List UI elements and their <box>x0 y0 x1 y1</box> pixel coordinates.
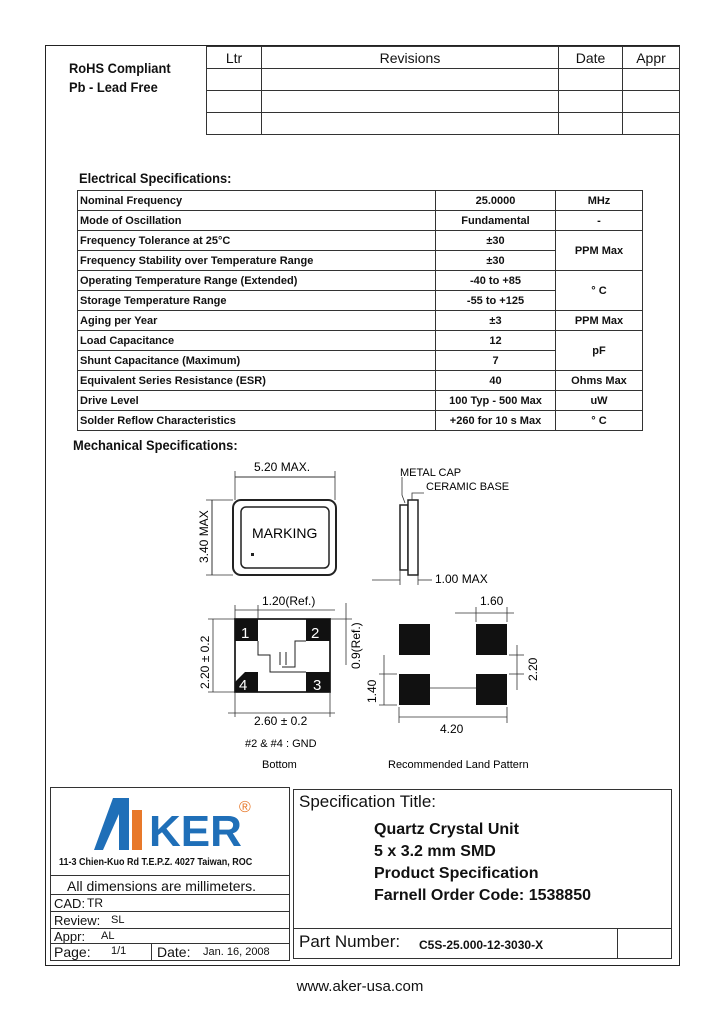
rev-header-revisions: Revisions <box>262 47 559 69</box>
cad-row <box>51 894 289 912</box>
part-number-divider <box>617 929 618 959</box>
dims-note-row <box>51 875 289 896</box>
rev-cell <box>207 113 262 135</box>
value-cell: +260 for 10 s Max <box>436 411 556 431</box>
rev-cell <box>207 91 262 113</box>
gnd-note: #2 & #4 : GND <box>245 738 317 750</box>
rev-cell <box>262 91 559 113</box>
param-cell: Storage Temperature Range <box>78 291 436 311</box>
title-block-right <box>293 789 672 959</box>
table-row <box>78 231 643 251</box>
metal-cap-label: METAL CAP <box>400 467 462 479</box>
value-cell: ±30 <box>436 231 556 251</box>
logo-orange-bar <box>132 810 142 850</box>
side-thickness-dim: 1.00 MAX <box>435 572 488 586</box>
dims-note: All dimensions are millimeters. <box>67 878 257 894</box>
param-cell: Shunt Capacitance (Maximum) <box>78 351 436 371</box>
unit-cell: Ohms Max <box>556 371 643 391</box>
value-cell: 40 <box>436 371 556 391</box>
rev-header-appr: Appr <box>623 47 680 69</box>
appr-label: Appr: <box>54 929 86 944</box>
table-row <box>78 391 643 411</box>
unit-cell: MHz <box>556 191 643 211</box>
part-number-row <box>294 928 671 959</box>
value-cell: -40 to +85 <box>436 271 556 291</box>
param-cell: Operating Temperature Range (Extended) <box>78 271 436 291</box>
pad-1-label: 1 <box>241 625 250 642</box>
date-value: Jan. 16, 2008 <box>203 946 270 958</box>
rev-cell <box>262 113 559 135</box>
unit-cell: ° C <box>556 271 643 311</box>
param-cell: Aging per Year <box>78 311 436 331</box>
address: 11-3 Chien-Kuo Rd T.E.P.Z. 4027 Taiwan, ROC <box>59 857 253 868</box>
lead-free: Pb - Lead Free <box>69 79 158 95</box>
param-cell: Solder Reflow Characteristics <box>78 411 436 431</box>
bottom-view <box>208 603 352 717</box>
rev-cell <box>262 69 559 91</box>
cad-value: TR <box>87 896 103 910</box>
param-cell: Mode of Oscillation <box>78 211 436 231</box>
page-value: 1/1 <box>111 945 127 957</box>
param-cell: Drive Level <box>78 391 436 411</box>
table-row <box>78 191 643 211</box>
value-cell: Fundamental <box>436 211 556 231</box>
logo-text: KER <box>149 807 242 854</box>
electrical-title: Electrical Specifications: <box>79 170 232 186</box>
pad-4-label: 4 <box>239 677 248 694</box>
rev-cell <box>207 69 262 91</box>
review-value: SL <box>111 914 125 926</box>
cad-label: CAD: <box>54 896 86 911</box>
value-cell: 12 <box>436 331 556 351</box>
product-line-1: Quartz Crystal Unit <box>374 821 519 838</box>
bottom-width-dim: 2.60 ± 0.2 <box>254 714 308 728</box>
rev-cell <box>623 69 680 91</box>
value-cell: -55 to +125 <box>436 291 556 311</box>
land-420-dim: 4.20 <box>440 722 464 736</box>
date-label: Date: <box>157 944 191 960</box>
mechanical-title: Mechanical Specifications: <box>73 437 238 453</box>
table-row <box>78 411 643 431</box>
revisions-table <box>206 46 680 135</box>
ref-09-dim: 0.9(Ref.) <box>349 622 363 669</box>
bottom-caption: Bottom <box>262 759 297 771</box>
unit-cell: PPM Max <box>556 231 643 271</box>
product-line-2: 5 x 3.2 mm SMD <box>374 843 496 860</box>
title-block-left <box>50 787 290 961</box>
rev-header-ltr: Ltr <box>207 47 262 69</box>
ref-120-dim: 1.20(Ref.) <box>262 594 316 608</box>
rev-cell <box>623 91 680 113</box>
rohs-compliant: RoHS Compliant <box>69 60 171 76</box>
rev-header-date: Date <box>559 47 623 69</box>
ceramic-base-label: CERAMIC BASE <box>426 481 510 493</box>
spec-title-label: Specification Title: <box>299 792 437 811</box>
table-row <box>78 371 643 391</box>
table-row <box>78 211 643 231</box>
value-cell: ±30 <box>436 251 556 271</box>
review-label: Review: <box>54 913 101 928</box>
land-140-dim: 1.40 <box>365 679 379 703</box>
product-line-3: Product Specification <box>374 865 539 882</box>
review-row <box>51 911 289 929</box>
unit-cell: ° C <box>556 411 643 431</box>
param-cell: Frequency Tolerance at 25°C <box>78 231 436 251</box>
param-cell: Load Capacitance <box>78 331 436 351</box>
land-160-dim: 1.60 <box>480 594 504 608</box>
value-cell: 100 Typ - 500 Max <box>436 391 556 411</box>
pad-2-label: 2 <box>311 625 320 642</box>
value-cell: 7 <box>436 351 556 371</box>
param-cell: Frequency Stability over Temperature Range <box>78 251 436 271</box>
rev-cell <box>559 91 623 113</box>
top-height-dim: 3.40 MAX <box>197 510 211 563</box>
value-cell: 25.0000 <box>436 191 556 211</box>
land-pattern-caption: Recommended Land Pattern <box>388 759 529 771</box>
part-number-label: Part Number: <box>299 932 401 951</box>
product-line-4: Farnell Order Code: 1538850 <box>374 887 591 904</box>
top-width-dim: 5.20 MAX. <box>254 460 311 474</box>
rev-cell <box>623 113 680 135</box>
logo-registered: ® <box>239 799 251 816</box>
marking-label: MARKING <box>252 525 318 541</box>
electrical-spec-table <box>77 190 643 431</box>
page-row <box>51 943 289 961</box>
page-divider <box>151 944 152 961</box>
mechanical-drawing <box>0 455 720 785</box>
unit-cell: - <box>556 211 643 231</box>
logo-a-shape <box>94 798 129 850</box>
part-number-value: C5S-25.000-12-3030-X <box>419 938 544 952</box>
website-link[interactable]: www.aker-usa.com <box>296 978 424 995</box>
side-view <box>372 477 432 585</box>
appr-value: AL <box>101 930 115 942</box>
page-label: Page: <box>54 944 91 960</box>
land-pattern <box>379 607 524 723</box>
unit-cell: pF <box>556 331 643 371</box>
table-row <box>78 271 643 291</box>
table-row <box>78 331 643 351</box>
unit-cell: PPM Max <box>556 311 643 331</box>
pad-3-label: 3 <box>313 677 322 694</box>
value-cell: ±3 <box>436 311 556 331</box>
table-row <box>78 311 643 331</box>
aker-logo <box>89 792 259 854</box>
rev-cell <box>559 113 623 135</box>
param-cell: Equivalent Series Resistance (ESR) <box>78 371 436 391</box>
bottom-height-dim: 2.20 ± 0.2 <box>198 635 212 689</box>
param-cell: Nominal Frequency <box>78 191 436 211</box>
rev-cell <box>559 69 623 91</box>
unit-cell: uW <box>556 391 643 411</box>
top-view <box>206 471 336 575</box>
land-220-dim: 2.20 <box>526 657 540 681</box>
